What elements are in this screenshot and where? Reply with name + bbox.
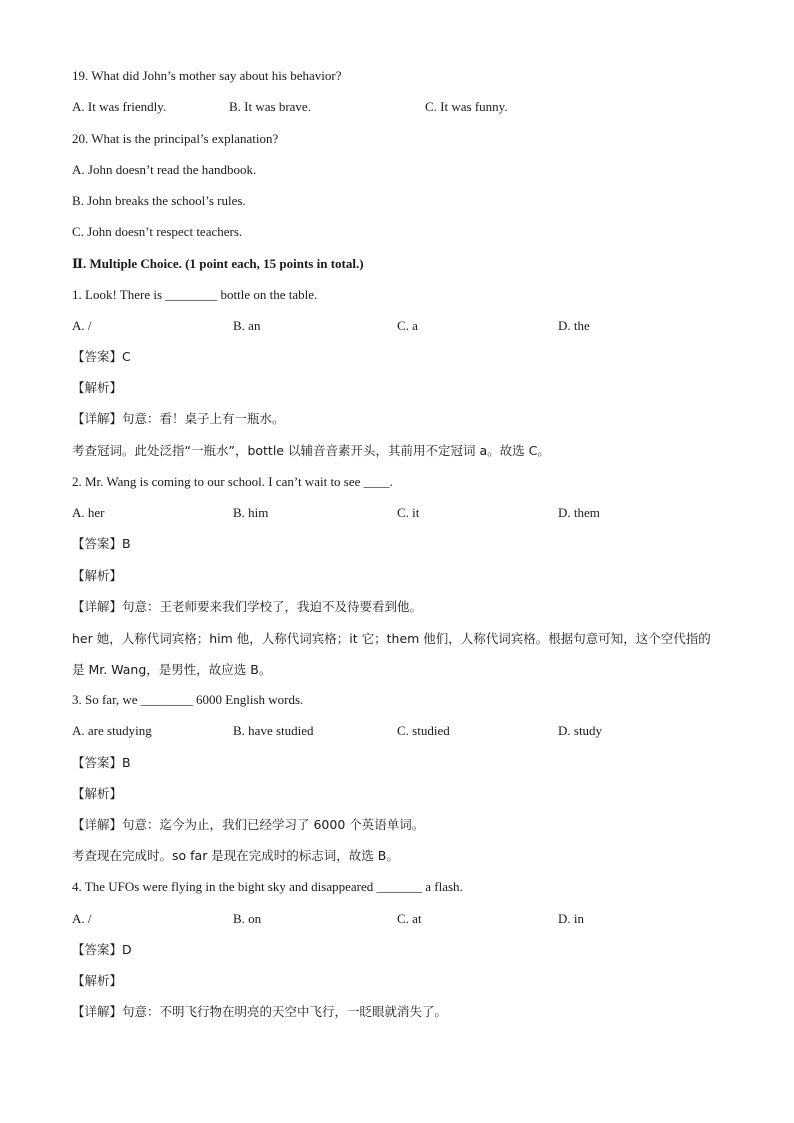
question-1-option-b: B. an	[233, 318, 261, 333]
question-4-answer: 【答案】D	[72, 942, 132, 957]
question-1-stem: 1. Look! There is ________ bottle on the table.	[72, 287, 318, 302]
question-20-option-b: B. John breaks the school’s rules.	[72, 193, 246, 208]
question-1-analysis: 【解析】	[72, 380, 123, 395]
question-2-option-c: C. it	[397, 505, 420, 520]
section-title: Ⅱ. Multiple Choice. (1 point each, 15 points in total.)	[72, 256, 364, 271]
question-20-option-a: A. John doesn’t read the handbook.	[72, 162, 257, 177]
question-3-option-c: C. studied	[397, 723, 450, 738]
question-1-detail: 【详解】句意：看！桌子上有一瓶水。	[72, 411, 285, 426]
question-19-option-a: A. It was friendly.	[72, 99, 167, 114]
question-2-explanation: her 她，人称代词宾格；him 他，人称代词宾格；it 它；them 他们，人称代词宾格。根据句意可知，这个空代指的是 Mr. Wang，是男性，故应选 B。	[72, 631, 711, 677]
question-2-option-b: B. him	[233, 505, 269, 520]
question-4-detail: 【详解】句意：不明飞行物在明亮的天空中飞行，一眨眼就消失了。	[72, 1004, 448, 1019]
question-3-explanation: 考查现在完成时。so far 是现在完成时的标志词，故选 B。	[72, 848, 399, 863]
question-19-option-b: B. It was brave.	[229, 99, 311, 114]
question-2-analysis: 【解析】	[72, 568, 123, 583]
question-2-answer: 【答案】B	[72, 536, 131, 551]
question-4-analysis: 【解析】	[72, 973, 123, 988]
question-1-option-c: C. a	[397, 318, 418, 333]
question-3-option-b: B. have studied	[233, 723, 314, 738]
question-1-option-d: D. the	[558, 318, 590, 333]
question-19-stem: 19. What did John’s mother say about his behavior?	[72, 68, 342, 83]
question-3-detail: 【详解】句意：迄今为止，我们已经学习了 6000 个英语单词。	[72, 817, 425, 832]
question-1-option-a: A. /	[72, 318, 92, 333]
question-2-option-a: A. her	[72, 505, 105, 520]
question-2-detail: 【详解】句意：王老师要来我们学校了，我迫不及待要看到他。	[72, 599, 423, 614]
question-20-stem: 20. What is the principal’s explanation?	[72, 131, 279, 146]
question-4-stem: 4. The UFOs were flying in the bight sky and disappeared _______ a flash.	[72, 879, 463, 894]
question-3-option-d: D. study	[558, 723, 603, 738]
question-1-answer: 【答案】C	[72, 349, 131, 364]
question-3-stem: 3. So far, we ________ 6000 English words.	[72, 692, 304, 707]
question-3-option-a: A. are studying	[72, 723, 152, 738]
question-2-stem: 2. Mr. Wang is coming to our school. I can’t wait to see ____.	[72, 474, 393, 489]
question-2-option-d: D. them	[558, 505, 600, 520]
question-3-answer: 【答案】B	[72, 755, 131, 770]
question-1-explanation: 考查冠词。此处泛指“一瓶水”，bottle 以辅音音素开头，其前用不定冠词 a。故选 C。	[72, 443, 550, 458]
question-20-option-c: C. John doesn’t respect teachers.	[72, 224, 243, 239]
question-4-option-c: C. at	[397, 911, 422, 926]
question-19-option-c: C. It was funny.	[425, 99, 508, 114]
question-4-option-d: D. in	[558, 911, 584, 926]
question-3-analysis: 【解析】	[72, 786, 123, 801]
question-4-option-a: A. /	[72, 911, 92, 926]
question-4-option-b: B. on	[233, 911, 262, 926]
